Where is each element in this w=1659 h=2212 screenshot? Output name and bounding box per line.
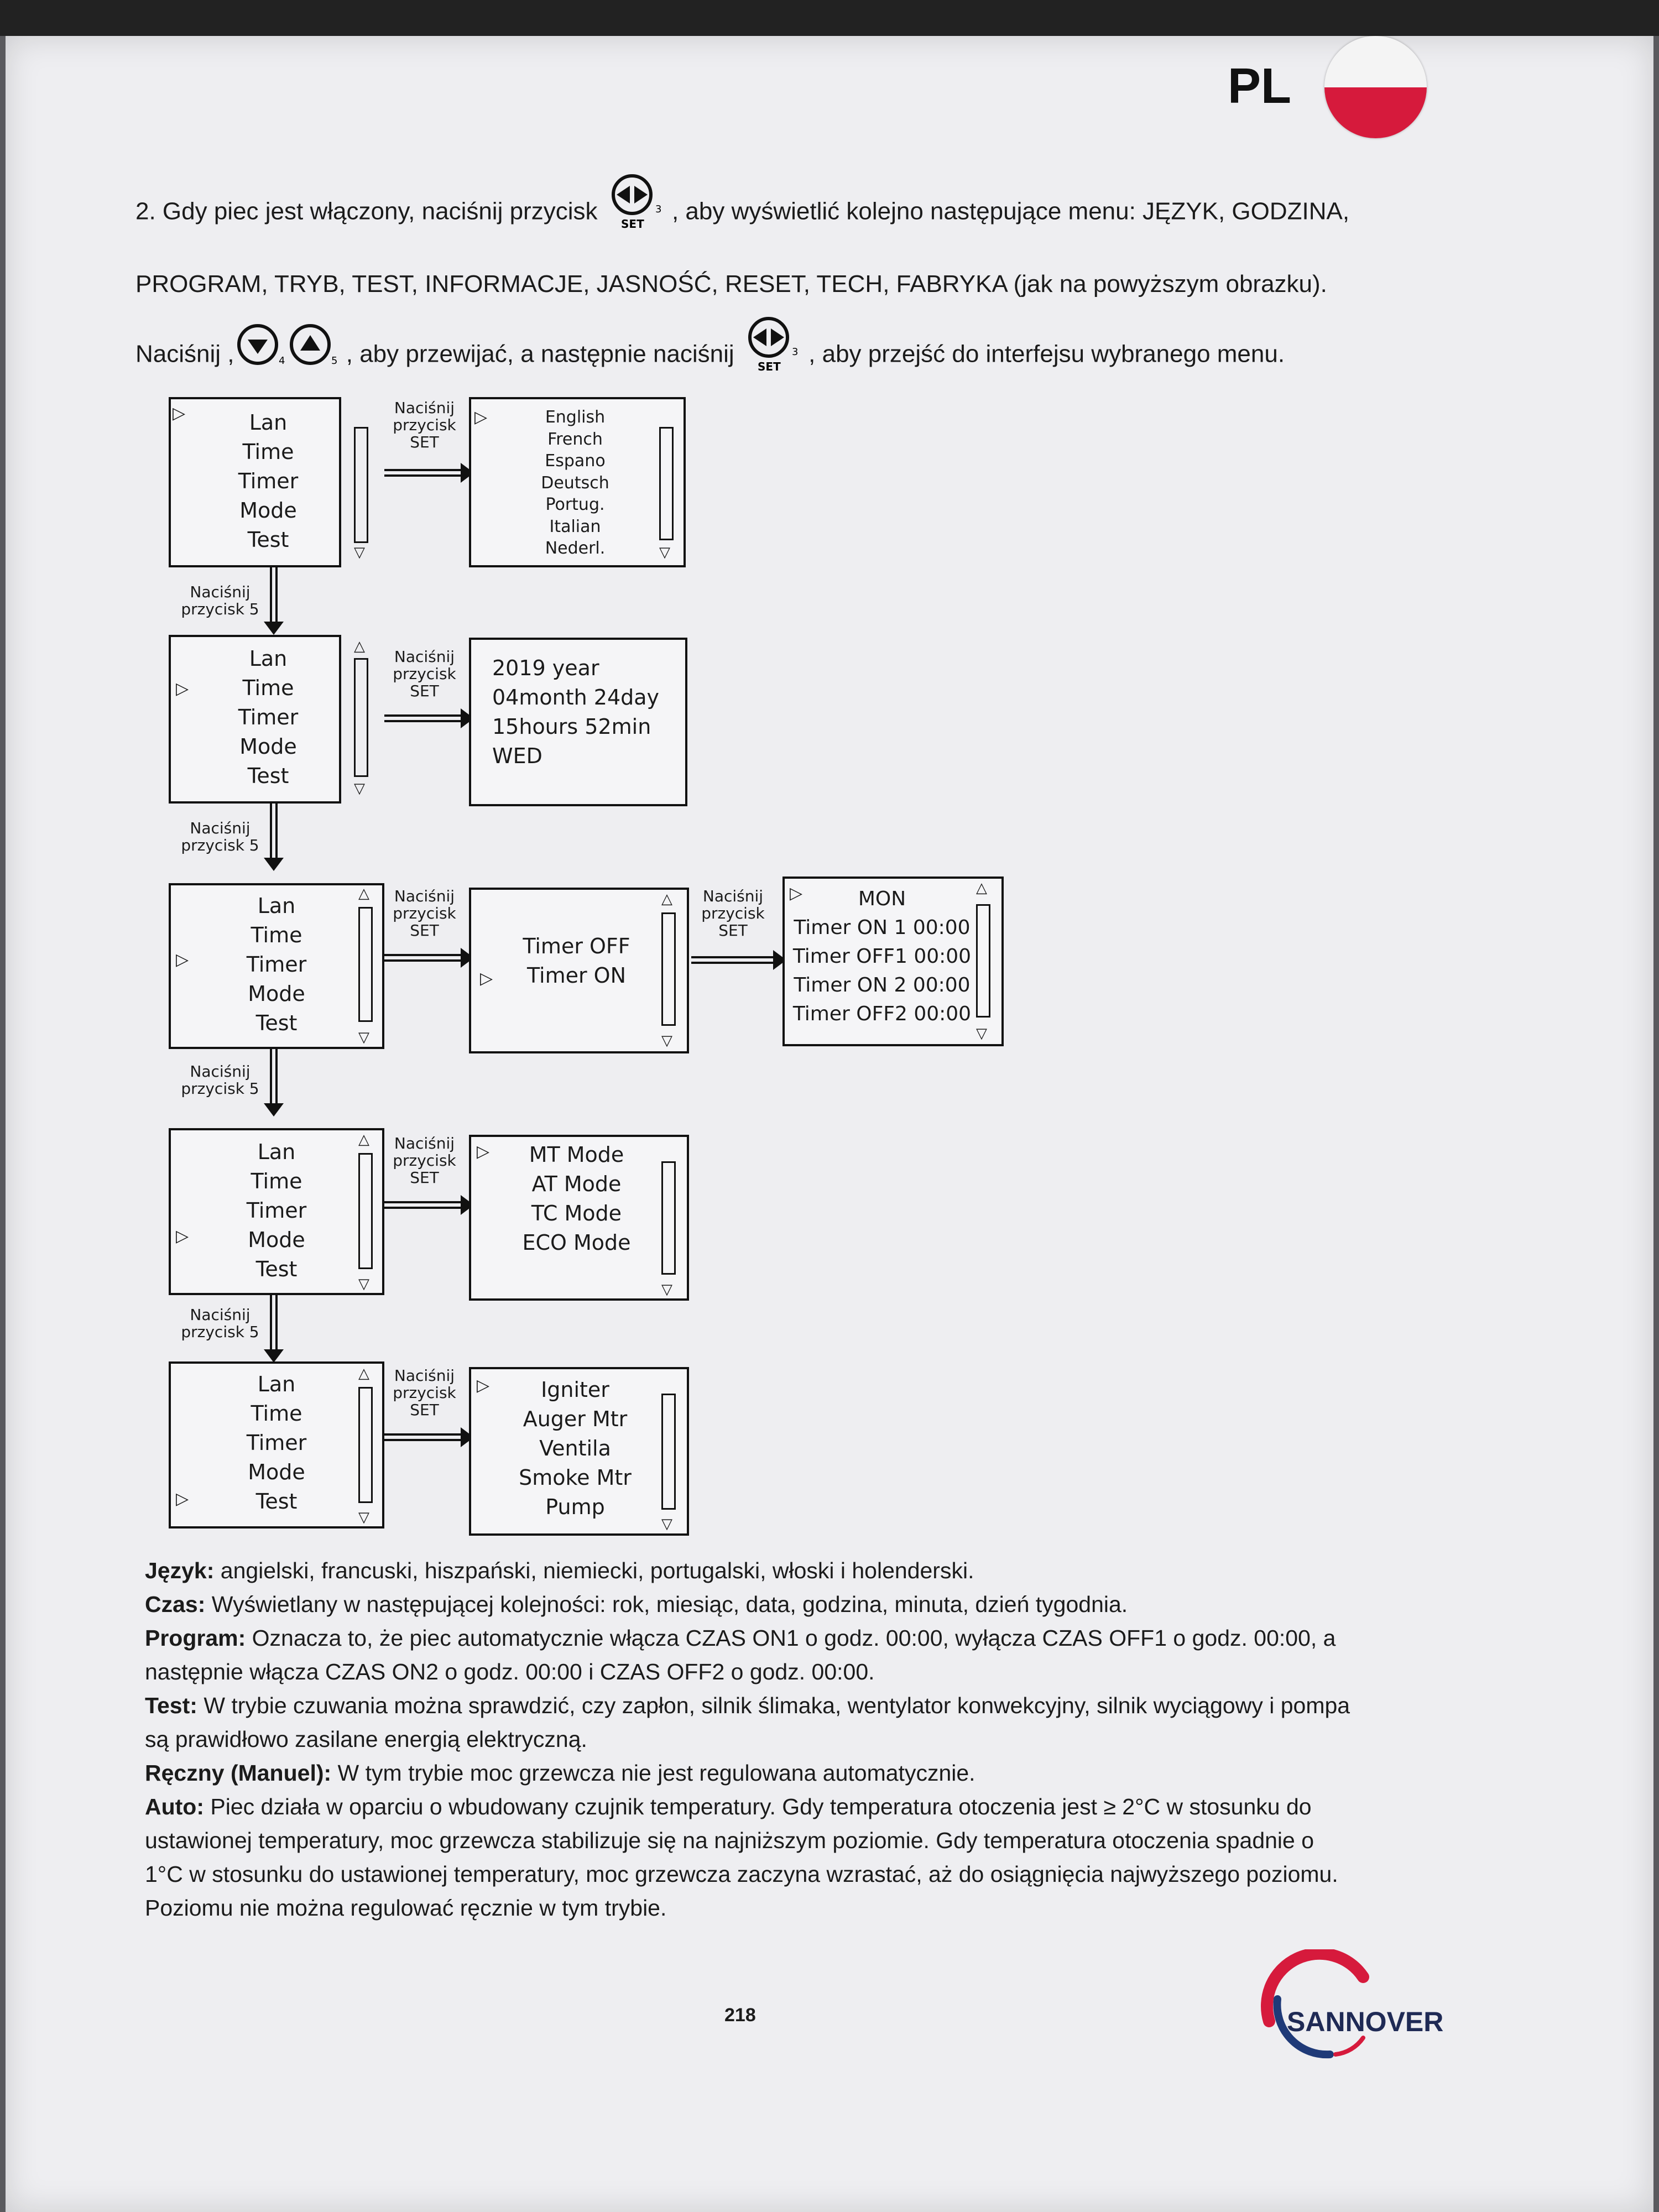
arrow-right [384, 954, 462, 962]
svg-text:SANNOVER: SANNOVER [1287, 2006, 1444, 2037]
down-button-icon [234, 320, 287, 392]
scrollbar [659, 427, 674, 540]
press-set-label: Naciśnij przycisk SET [393, 1134, 456, 1187]
set-button-icon-2 [741, 314, 802, 397]
selection-pointer-icon: ▷ [480, 969, 493, 988]
selection-pointer-icon: ▷ [176, 680, 189, 698]
scroll-up-icon: △ [358, 1365, 369, 1381]
press-5-label: Naciśnij przycisk 5 [181, 819, 259, 854]
scrollbar [358, 1153, 373, 1269]
arrow-right [384, 469, 462, 477]
scrollbar [661, 912, 676, 1026]
svg-text:SET: SET [757, 360, 781, 373]
press-set-label: Naciśnij przycisk SET [393, 1366, 456, 1419]
scroll-up-icon: △ [358, 885, 369, 901]
intro-text-1: 2. Gdy piec jest włączony, naciśnij przycisk [135, 197, 598, 225]
main-menu-list: Lan Time Timer Mode Test [238, 410, 299, 552]
selection-pointer-icon: ▷ [173, 404, 186, 422]
press-set-label: Naciśnij przycisk SET [393, 648, 456, 700]
scroll-up-icon: △ [976, 879, 987, 896]
scrollbar [358, 907, 373, 1022]
scrollbar [661, 1394, 676, 1510]
desc-auto: Auto: Piec działa w oparciu o wbudowany czujnik temperatury. Gdy temperatura otoczenia jest ≥ 2°C w stosunku do ustawionej temperatury, moc grzewcza stabilizuje się na najniższym poziomie. Gdy temperatura otoczenia spadnie o 1°C w stosunku do ustawionej temperatury, moc grzewcza zaczyna wzrastać, aż do osiągnięcia najwyższego poziomu. Poziomu nie można regulować ręcznie w tym trybie. [145, 1794, 1338, 1921]
press-5-label: Naciśnij przycisk 5 [181, 583, 259, 618]
photo-background-top [0, 0, 1659, 36]
selection-pointer-icon: ▷ [477, 1376, 490, 1395]
arrow-right [384, 1433, 462, 1441]
press-set-label: Naciśnij przycisk SET [393, 399, 456, 451]
scrollbar [354, 427, 368, 543]
poland-flag-icon [1324, 36, 1427, 138]
sannover-logo [1247, 1949, 1468, 2060]
main-menu-list: Lan Time Timer Mode Test [246, 1140, 307, 1281]
up-button-icon [287, 320, 340, 392]
scroll-down-icon: ▽ [358, 1275, 369, 1292]
selection-pointer-icon: ▷ [477, 1142, 490, 1161]
scroll-down-icon: ▽ [358, 1029, 369, 1045]
scroll-up-icon: △ [354, 638, 365, 654]
scroll-down-icon: ▽ [661, 1281, 672, 1297]
svg-text:SET: SET [620, 217, 644, 231]
svg-text:3: 3 [791, 346, 799, 358]
desc-language: Język: angielski, francuski, hiszpański, niemiecki, portugalski, włoski i holenderski. [145, 1558, 974, 1583]
mode-list: MT Mode AT Mode TC Mode ECO Mode [522, 1142, 631, 1255]
intro-text-2: , aby wyświetlić kolejno następujące menu: JĘZYK, GODZINA, PROGRAM, TRYB, TEST, INFORMACJE, JASNOŚĆ, RESET, TECH, FABRYKA (jak na powyższym obrazku). Naciśnij [135, 197, 1350, 368]
timer-schedule-list: MON Timer ON 1 00:00 Timer OFF1 00:00 Timer ON 2 00:00 Timer OFF2 00:00 [792, 888, 972, 1025]
press-set-label: Naciśnij przycisk SET [393, 887, 456, 940]
main-menu-list: Lan Time Timer Mode Test [238, 646, 299, 788]
timer-options-list: Timer OFF Timer ON [523, 934, 630, 988]
scrollbar [354, 658, 368, 777]
scroll-down-icon: ▽ [661, 1032, 672, 1048]
desc-manual: Ręczny (Manuel): W tym trybie moc grzewcza nie jest regulowana automatycznie. [145, 1760, 975, 1786]
language-code: PL [1228, 59, 1292, 114]
scroll-up-icon: △ [661, 890, 672, 907]
language-list: English French Espano Deutsch Portug. Italian Nederl. [541, 408, 609, 558]
arrow-right [384, 714, 462, 722]
scrollbar [661, 1161, 676, 1275]
intro-paragraph [135, 171, 1374, 397]
desc-time: Czas: Wyświetlany w następującej kolejności: rok, miesiąc, data, godzina, minuta, dzień tygodnia. [145, 1592, 1128, 1617]
press-set-label: Naciśnij przycisk SET [701, 887, 765, 940]
scroll-down-icon: ▽ [976, 1025, 987, 1041]
svg-text:3: 3 [655, 204, 662, 215]
intro-text-4: , aby przejść do interfejsu wybranego menu. [808, 340, 1285, 368]
intro-comma: , [227, 340, 234, 368]
menu-descriptions [145, 1554, 1350, 1925]
scroll-down-icon: ▽ [358, 1509, 369, 1525]
scrollbar [358, 1387, 373, 1503]
arrow-down [270, 567, 278, 623]
selection-pointer-icon: ▷ [790, 884, 803, 902]
arrow-down [270, 1049, 278, 1104]
scrollbar [976, 904, 990, 1018]
svg-text:5: 5 [331, 355, 337, 367]
selection-pointer-icon: ▷ [474, 408, 488, 426]
desc-program: Program: Oznacza to, że piec automatycznie włącza CZAS ON1 o godz. 00:00, wyłącza CZAS OFF1 o godz. 00:00, a następnie włącza CZAS ON2 o godz. 00:00 i CZAS OFF2 o godz. 00:00. [145, 1625, 1336, 1684]
press-5-label: Naciśnij przycisk 5 [181, 1062, 259, 1098]
time-info-list: 2019 year 04month 24day 15hours 52min WED [492, 656, 660, 768]
svg-text:4: 4 [278, 355, 285, 367]
selection-pointer-icon: ▷ [176, 1227, 189, 1245]
arrow-down [270, 1295, 278, 1350]
scroll-down-icon: ▽ [354, 780, 365, 796]
desc-test: Test: W trybie czuwania można sprawdzić, czy zapłon, silnik ślimaka, wentylator konwekcyjny, silnik wyciągowy i pompa są prawidłowo zasilane energią elektryczną. [145, 1693, 1350, 1752]
page-number: 218 [724, 2005, 756, 2026]
scroll-down-icon: ▽ [661, 1515, 672, 1532]
arrow-down [270, 804, 278, 859]
press-5-label: Naciśnij przycisk 5 [181, 1306, 259, 1341]
scroll-down-icon: ▽ [354, 544, 365, 560]
main-menu-list: Lan Time Timer Mode Test [246, 1372, 307, 1514]
scroll-down-icon: ▽ [659, 544, 670, 560]
arrow-right [691, 956, 774, 964]
main-menu-list: Lan Time Timer Mode Test [246, 894, 307, 1035]
intro-text-3: , aby przewijać, a następnie naciśnij [346, 340, 734, 368]
selection-pointer-icon: ▷ [176, 1490, 189, 1508]
arrow-right [384, 1201, 462, 1209]
set-button-icon [604, 171, 665, 254]
test-items-list: Igniter Auger Mtr Ventila Smoke Mtr Pump [519, 1378, 632, 1519]
selection-pointer-icon: ▷ [176, 951, 189, 969]
scroll-up-icon: △ [358, 1131, 369, 1147]
